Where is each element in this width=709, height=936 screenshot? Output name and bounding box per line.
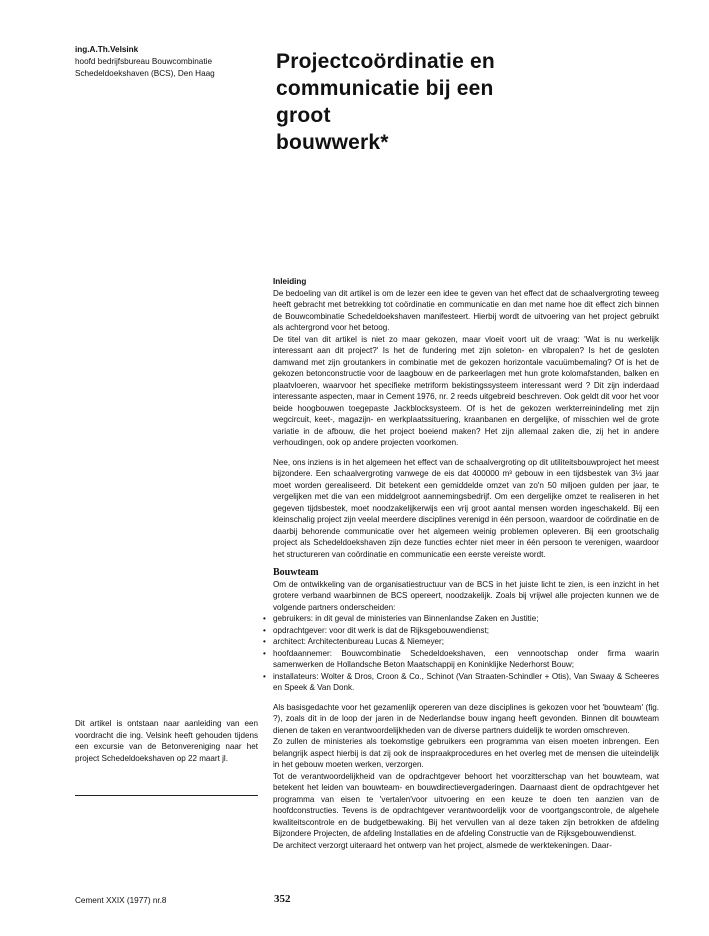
list-item: • hoofdaannemer: Bouwcombinatie Schedeldoekshaven, een vennootschap onder firma waarin samenwerken de Hollandsche Beton Maatschappij en Koninklijke Nederhorst Bouw;: [273, 648, 659, 671]
paragraph-1: De bedoeling van dit artikel is om de lezer een idee te geven van het effect dat de schaalvergroting teweeg heeft gebracht met betrekking tot coördinatie en communicatie en dan met name hoe dit effect zich binnen de Bouwcombinatie Schedeldoekshaven manifesteert. Hierbij wordt de uitvoering van het project gebruikt als achtergrond voor het betoog.: [273, 288, 659, 332]
article-body: [273, 276, 659, 851]
section-heading-inleiding: Inleiding: [273, 277, 307, 286]
page-number: 352: [274, 893, 291, 905]
author-affiliation-line2: Schedeldoekshaven (BCS), Den Haag: [75, 69, 215, 78]
article-title: [276, 48, 656, 156]
list-item: • opdrachtgever: voor dit werk is dat de Rijksgebouwendienst;: [273, 625, 659, 637]
list-item: • gebruikers: in dit geval de ministeries van Binnenlandse Zaken en Justitie;: [273, 613, 659, 625]
footnote-divider: [75, 795, 258, 796]
paragraph-5: Als basisgedachte voor het gezamenlijk opereren van deze disciplines is gekozen voor het 'bouwteam' (fig. ?), zoals dit in de loop der jaren in de Nederlandse bouw ingang heeft gevonden. Binnen dit bouwteam dienen de taken en verantwoordelijkheden van de diverse partners duidelijk te worden omschreven.: [273, 702, 659, 735]
paragraph-6: Zo zullen de ministeries als toekomstige gebruikers een programma van eisen moeten inbrengen. Een belangrijk aspect hierbij is dat zij ook de inspraakprocedures en het overleg met de mensen die uiteindelijk in het gebouw moeten werken, verzorgen.: [273, 737, 659, 769]
author-name: ing.A.Th.Velsink: [75, 45, 139, 54]
title-line-1: Projectcoördinatie en: [276, 50, 495, 73]
author-affiliation-line1: hoofd bedrijfsbureau Bouwcombinatie: [75, 57, 213, 66]
paragraph-8: De architect verzorgt uiteraard het ontwerp van het project, alsmede de werktekeningen. Daar-: [273, 840, 612, 850]
paragraph-2: De titel van dit artikel is niet zo maar gekozen, maar vloeit voort uit de vraag: 'Wat is nu werkelijk interessant aan dit project?' Is het de fundering met zijn soleton- en vibropalen? Is het de gesloten damwand met zijn groutankers in combinatie met de gekozen horizontale vacuümbemaling? Of is het de gekozen betonconstructie voor de laagbouw en de parkeerlagen met hun grote kolomafstanden, balken en plaatvloeren, waarvoor het specifieke metriform bekistingssysteem interessant werd ? Dit zijn inderdaad interessante aspecten, maar in Cement 1976, nr. 2 reeds uitgebreid beschreven. Ook geldt dit voor het voor beide hoogbouwen toegepaste Jackblocksysteem. Of is het de gekozen werkterreinindeling met zijn wegcircuit, keet-, magazijn- en werkplaatssituering, kraanbanen en dergelijke, of misschien wel de grote variatie in de afbouw, die het project boeiend maken? Het zijn allemaal zaken die, zij het in andere verhoudingen, ook op andere projecten voorkomen.: [273, 334, 659, 447]
title-line-2: communicatie bij een: [276, 77, 494, 100]
footnote-origin: Dit artikel is ontstaan naar aanleiding van een voordracht die ing. Velsink heeft gehouden tijdens een excursie van de Betonvereniging naar het project Schedeldoekshaven op 22 maart jl.: [75, 719, 258, 763]
paragraph-7: Tot de verantwoordelijkheid van de opdrachtgever behoort het voorzitterschap van het bouwteam, wat betekent het leiden van bouwteam- en bouwdirectievergaderingen. Daarnaast dient de opdrachtgever het programma van eisen te 'vertalen'voor uitvoering en een keuze te doen ten aanzien van de hoofdconstructies. Tevens is de opdrachtgever verantwoordelijk voor de voortgangscontrole, de algehele kwaliteitscontrole en de budgetbewaking. Bij het vervullen van al deze taken zijn betrokken de afdeling Bijzondere Projecten, de afdeling Installaties en de afdeling Constructie van de Rijksgebouwendienst.: [273, 771, 659, 838]
partner-list: [273, 613, 659, 694]
author-block: [75, 44, 265, 80]
paragraph-3: Nee, ons inziens is in het algemeen het effect van de schaalvergroting op dit utiliteitsbouwproject het meest bijzondere. Een schaalvergroting vanwege de eis dat 400000 m³ gebouw in een tijdsbestek van 3½ jaar moet worden gerealiseerd. Dit betekent een gemiddelde omzet van zo'n 50 miljoen gulden per jaar, te vergelijken met die van een middelgroot aannemingsbedrijf. Om een dergelijke omzet te realiseren in het gegeven tijdsbestek, moet noodzakelijkerwijs een vrij groot aantal mensen worden ingeschakeld. Bij een kleinschalig project zijn veelal meerdere disciplines verenigd in één persoon, waardoor de coördinatie en de daarbij behorende communicatie over het algemeen weinig problemen opleveren. Bij een grootschalig project als Schedeldoekshaven zijn deze functies echter niet meer in één persoon te verenigen, waardoor het structureren van coördinatie en communicatie een eerste vereiste wordt.: [273, 457, 659, 559]
title-line-4: bouwwerk*: [276, 131, 389, 154]
title-line-3: groot: [276, 104, 331, 127]
paragraph-4: Om de ontwikkeling van de organisatiestructuur van de BCS in het juiste licht te zien, is een inzicht in het grotere verband waarbinnen de BCS opereert, noodzakelijk. Zoals bij vrijwel alle projecten kunnen we de volgende partners onderscheiden:: [273, 579, 659, 612]
section-heading-bouwteam: Bouwteam: [273, 567, 319, 578]
journal-footer: Cement XXIX (1977) nr.8: [75, 896, 167, 905]
list-item: • architect: Architectenbureau Lucas & Niemeyer;: [273, 636, 659, 648]
list-item: • installateurs: Wolter & Dros, Croon & Co., Schinot (Van Straaten-Schindler + Otis), Van Swaay & Scheeres en Speek & Van Donk.: [273, 671, 659, 694]
